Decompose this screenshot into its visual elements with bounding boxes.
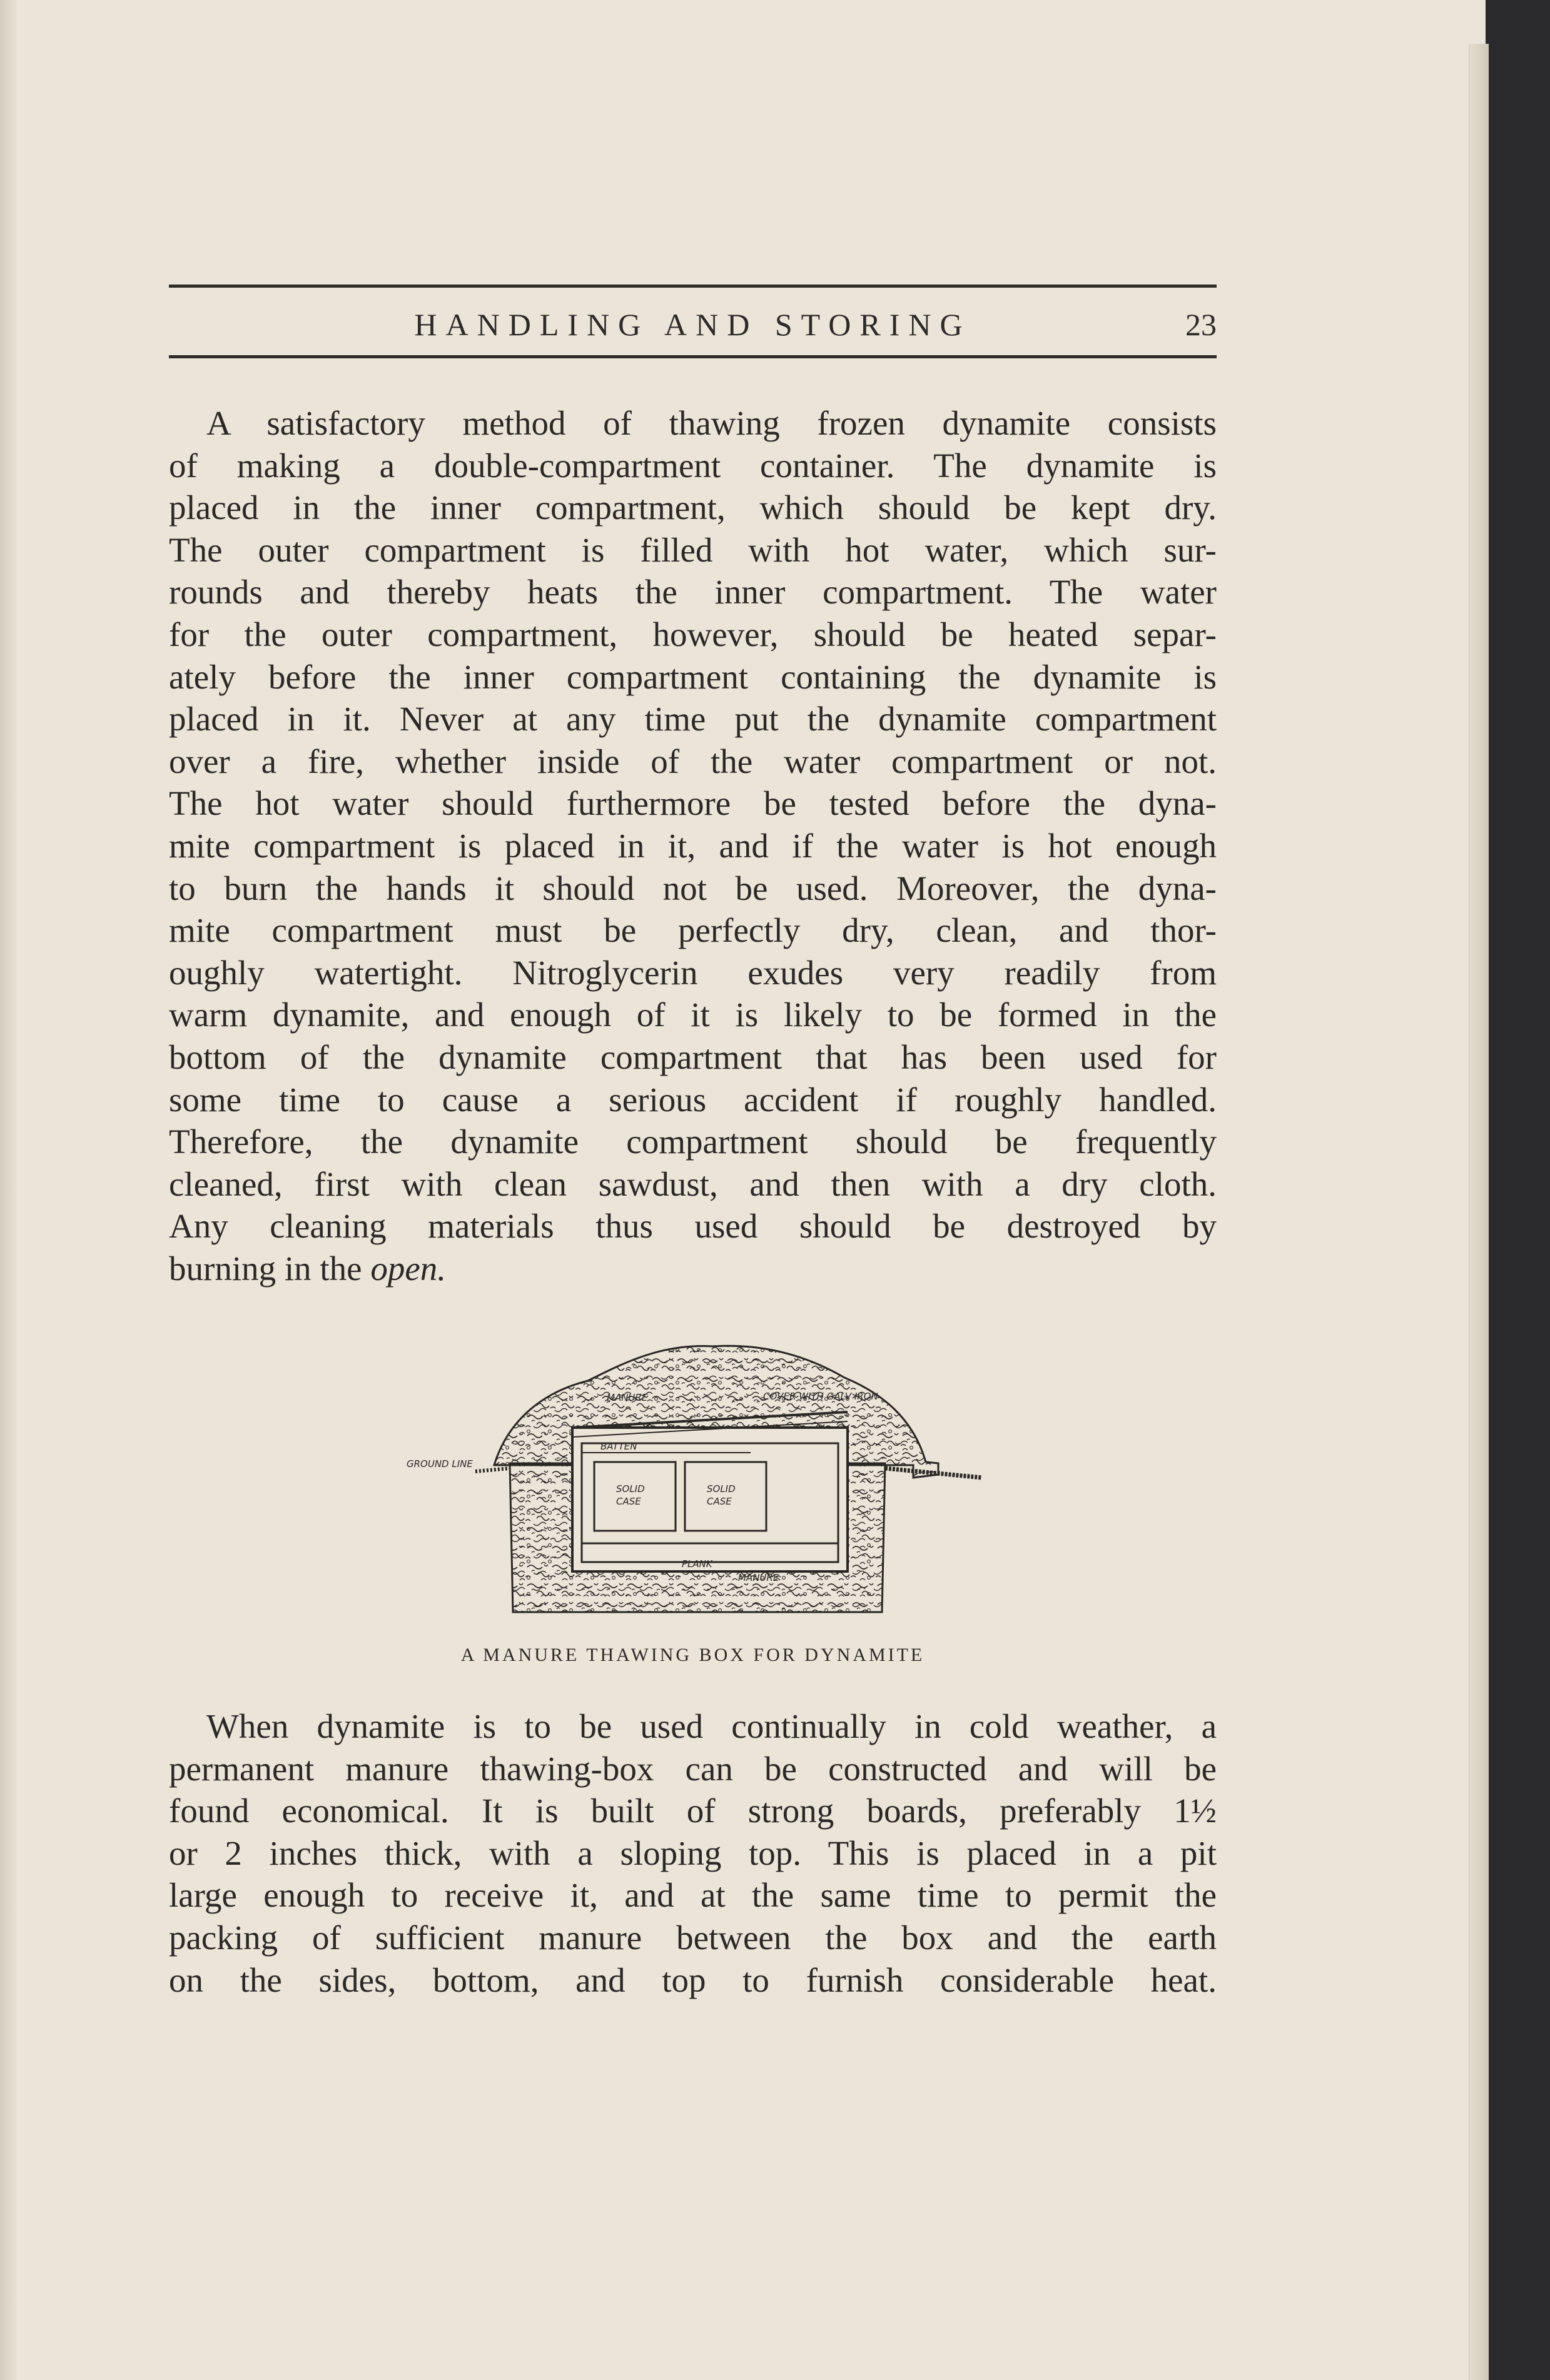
text-line: found economical. It is built of strong boards, preferably 1½ — [169, 1792, 1217, 1830]
page-number: 23 — [1185, 307, 1217, 342]
last-line-text: burning in the — [169, 1249, 371, 1288]
text-line: for the outer compartment, however, should be heated separ- — [169, 615, 1217, 653]
label-case-left-2: CASE — [616, 1496, 641, 1507]
page-gutter-shadow — [0, 0, 18, 2380]
text-line: The hot water should furthermore be tested before the dyna- — [169, 784, 1217, 823]
label-case-left-1: SOLID — [616, 1483, 645, 1495]
label-case-right-1: SOLID — [707, 1483, 736, 1495]
text-line: ately before the inner compartment containing the dynamite is — [169, 657, 1217, 696]
label-batten: BATTEN — [600, 1441, 637, 1452]
text-line: large enough to receive it, and at the same time to permit the — [169, 1876, 1217, 1915]
text-line: mite compartment is placed in it, and if the water is hot enough — [169, 826, 1217, 865]
text-line: bottom of the dynamite compartment that has been used for — [169, 1037, 1217, 1076]
text-line: packing of sufficient manure between the box and the earth — [169, 1918, 1217, 1957]
text-line: of making a double-compartment container. The dynamite is — [169, 446, 1217, 485]
manure-box-illustration — [400, 1318, 995, 1631]
header-bottom-rule — [169, 355, 1217, 358]
text-line: to burn the hands it should not be used. Moreover, the dyna- — [169, 869, 1217, 907]
running-head — [169, 301, 1217, 345]
running-head-title: HANDLING AND STORING — [414, 307, 971, 342]
text-line: A satisfactory method of thawing frozen dynamite consists — [206, 404, 1217, 442]
text-line: on the sides, bottom, and top to furnish considerable heat. — [169, 1960, 1217, 1999]
label-cover-galv-iron: COVER WITH GALV IRON — [763, 1391, 878, 1402]
text-line: placed in the inner compartment, which should be kept dry. — [169, 488, 1217, 527]
text-line: cleaned, first with clean sawdust, and then with a dry cloth. — [169, 1164, 1217, 1203]
text-line: When dynamite is to be used continually in cold weather, a — [206, 1707, 1217, 1745]
header-top-rule — [169, 285, 1217, 288]
paragraph-manure-box — [169, 1705, 1217, 2001]
page-fore-edge — [1469, 44, 1489, 2380]
label-manure-bottom: MANURE — [738, 1572, 779, 1583]
text-line: some time to cause a serious accident if roughly handled. — [169, 1080, 1217, 1119]
label-plank: PLANK — [682, 1558, 712, 1570]
text-line: Therefore, the dynamite compartment should be frequently — [169, 1122, 1217, 1161]
text-line: Any cleaning materials thus used should be destroyed by — [169, 1207, 1217, 1246]
figure-caption: A MANURE THAWING BOX FOR DYNAMITE — [460, 1645, 925, 1665]
italic-word-open: open. — [370, 1249, 446, 1288]
paragraph-thawing-method — [169, 402, 1217, 1289]
text-line: oughly watertight. Nitroglycerin exudes very readily from — [169, 953, 1217, 992]
text-line: The outer compartment is filled with hot water, which sur- — [169, 530, 1217, 569]
text-line-last — [169, 1248, 1217, 1290]
text-line: placed in it. Never at any time put the dynamite compartment — [169, 700, 1217, 739]
text-line: permanent manure thawing-box can be constructed and will be — [169, 1749, 1217, 1788]
text-line: mite compartment must be perfectly dry, clean, and thor- — [169, 911, 1217, 950]
text-line: or 2 inches thick, with a sloping top. This is placed in a pit — [169, 1833, 1217, 1872]
label-case-right-2: CASE — [707, 1496, 732, 1507]
label-manure-top: MANURE — [607, 1392, 648, 1403]
label-ground-line: GROUND LINE — [407, 1458, 473, 1470]
text-line: over a fire, whether inside of the water compartment or not. — [169, 742, 1217, 780]
text-line: warm dynamite, and enough of it is likely to be formed in the — [169, 996, 1217, 1034]
text-line: rounds and thereby heats the inner compartment. The water — [169, 573, 1217, 612]
